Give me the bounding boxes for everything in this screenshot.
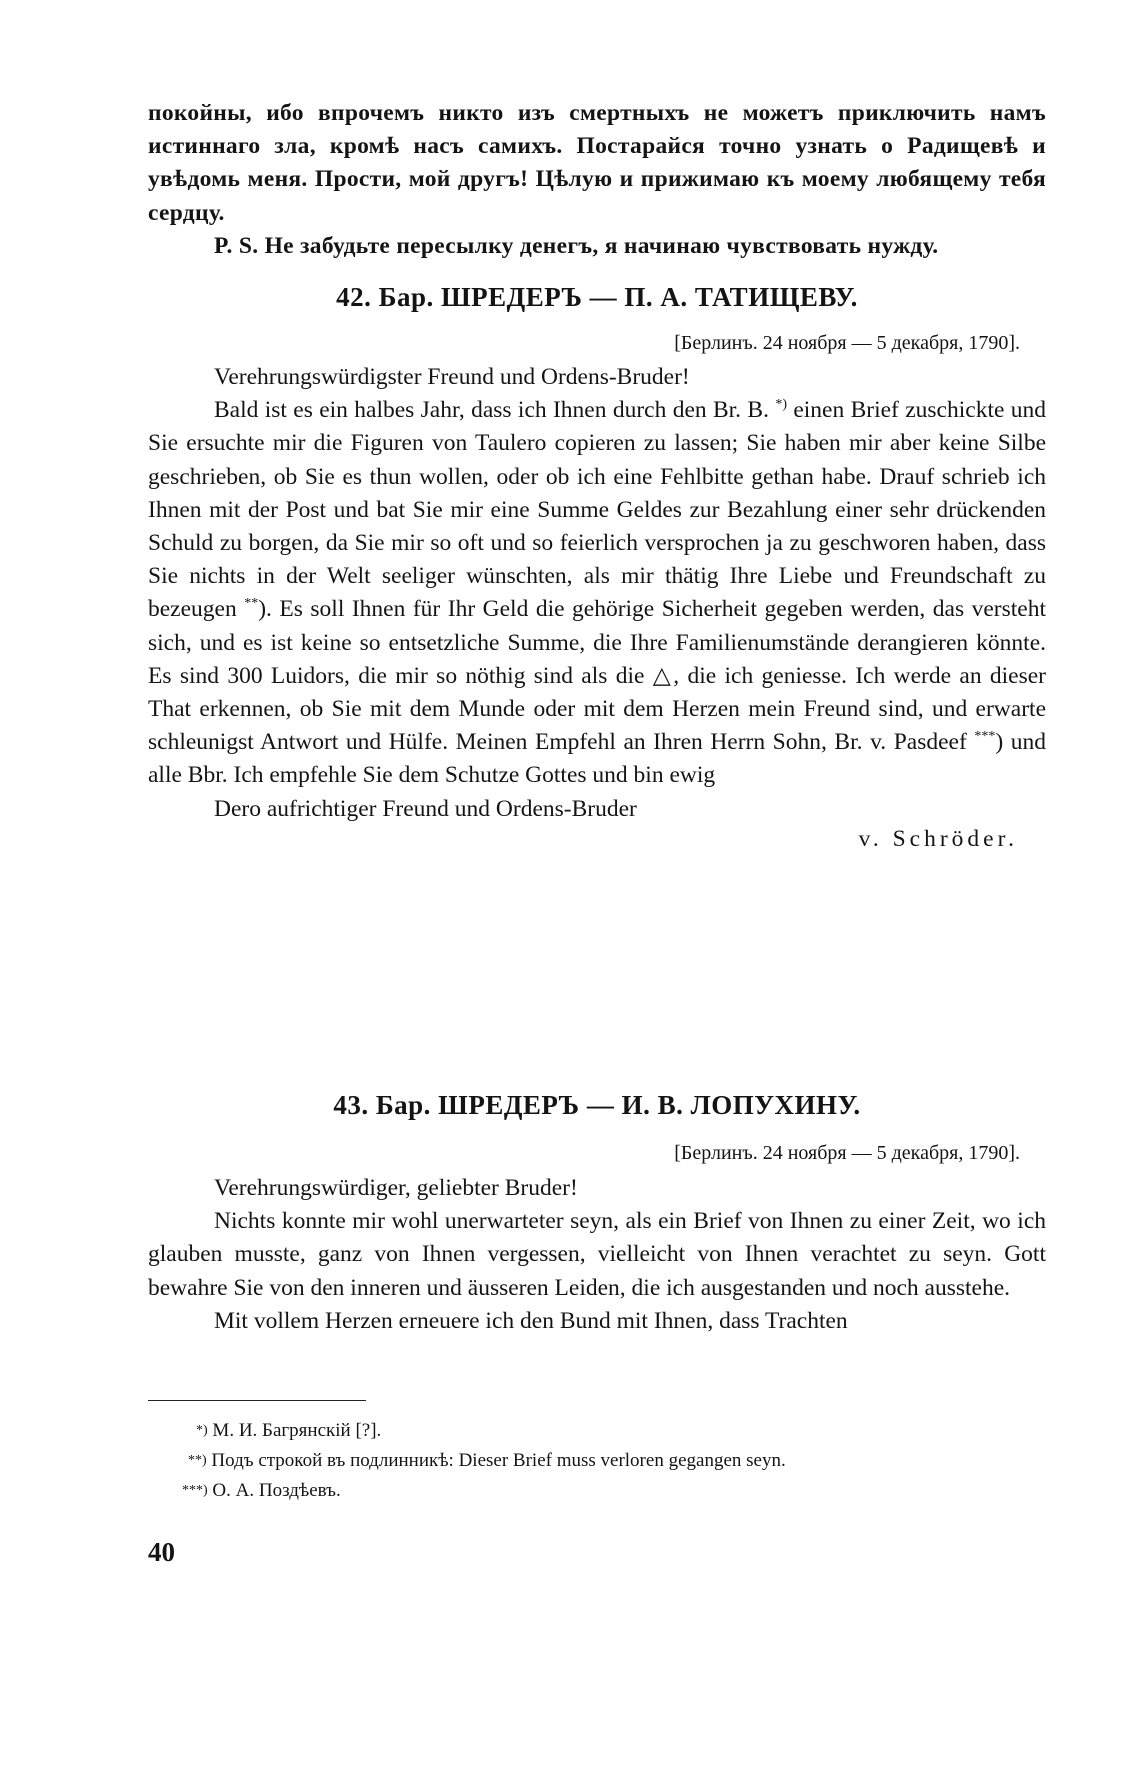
letter-41-postscript: P. S. Не забудьте пересылку денегъ, я начинаю чувствовать нужду. bbox=[214, 232, 939, 259]
letter-43-body-1: Nichts konnte mir wohl unerwarteter seyn, als ein Brief von Ihnen zu einer Zeit, wo ich glauben musste, ganz von Ihnen vergessen, vielleicht von Ihnen verachtet zu seyn. Gott bewahre Sie von den inneren und äusseren Leiden, die ich ausgestanden und noch ausstehe. bbox=[148, 1208, 1046, 1301]
footnote-3-text: О. А. Поздѣевъ. bbox=[212, 1480, 341, 1501]
footnote-2-text: Подъ строкой въ подлинникѣ: Dieser Brief muss verloren gegangen seyn. bbox=[211, 1450, 786, 1471]
letter-43-salutation: Verehrungswürdiger, geliebter Bruder! bbox=[214, 1175, 578, 1201]
letter-43-header bbox=[148, 1090, 1046, 1121]
footnote-ref-2: ** bbox=[244, 596, 259, 612]
letter-43-text bbox=[148, 1172, 1046, 1338]
letter-42-body bbox=[148, 394, 1046, 792]
footnote-1 bbox=[196, 1416, 381, 1446]
letter-42-body-part-3: ). Es soll Ihnen für Ihr Geld die gehörige Sicherheit gegeben werden, das versteht sich, und es ist keine so entsetzliche Summe, die Ihre Familienumstände derangieren könnte. Es sind 300 Luidors, die mir so nöthig sind als die △, die ich geniesse. Ich werde an dieser That erkennen, ob Sie mit dem Munde oder mit dem Herzen mein Freund sind, und erwarte schleunigst Antwort und Hülfe. Meinen Empfehl an Ihren Herrn Sohn, Br. v. Pasdeef bbox=[148, 596, 1046, 756]
letter-42-closing: Dero aufrichtiger Freund und Ordens-Bruder bbox=[214, 795, 637, 822]
footnote-3-mark: ***) bbox=[182, 1483, 208, 1498]
letter-43-body-2: Mit vollem Herzen erneuere ich den Bund mit Ihnen, dass Trachten bbox=[214, 1307, 848, 1334]
letter-41-body: покойны, ибо впрочемъ никто изъ смертныхъ не можетъ приключить намъ истиннаго зла, кромѣ насъ самихъ. Постарайся точно узнать о Радищевѣ и увѣдомь меня. Прости, мой другъ! Цѣлую и прижимаю къ моему любящему тебя сердцу. bbox=[148, 100, 1046, 226]
footnote-ref-3: *** bbox=[974, 729, 996, 745]
page-number: 40 bbox=[148, 1537, 175, 1567]
footnote-3 bbox=[182, 1476, 341, 1506]
footnote-1-text: М. И. Багрянскій [?]. bbox=[212, 1420, 382, 1441]
footnote-2 bbox=[188, 1446, 786, 1476]
letter-42-text bbox=[148, 361, 1046, 853]
footnote-ref-1: *) bbox=[775, 397, 787, 413]
footnote-divider bbox=[148, 1400, 366, 1401]
letter-43-date: [Берлинъ. 24 ноября — 5 декабря, 1790]. bbox=[674, 1142, 1020, 1164]
letter-42-body-part-1: Bald ist es ein halbes Jahr, dass ich Ihnen durch den Br. B. bbox=[214, 397, 769, 424]
letter-42-signature: v. Schröder. bbox=[858, 825, 1018, 852]
letter-42-date: [Берлинъ. 24 ноября — 5 декабря, 1790]. bbox=[674, 332, 1020, 354]
letter-41-ending bbox=[148, 97, 1046, 263]
letter-42-header bbox=[148, 282, 1046, 313]
letter-42-body-part-4: ) und alle Bbr. Ich empfehle Sie dem Schutze Gottes und bin ewig bbox=[148, 729, 1047, 789]
letter-43-heading: 43. Бар. ШРЕДЕРЪ — И. В. ЛОПУХИНУ. bbox=[333, 1090, 861, 1120]
letter-42-salutation: Verehrungswürdigster Freund und Ordens-Bruder! bbox=[214, 364, 690, 390]
footnote-2-mark: **) bbox=[188, 1453, 207, 1468]
letter-42-heading: 42. Бар. ШРЕДЕРЪ — П. А. ТАТИЩЕВУ. bbox=[336, 282, 858, 312]
letter-42-body-part-2: einen Brief zuschickte und Sie ersuchte mir die Figuren von Taulero copieren zu lassen; Sie haben mir aber keine Silbe geschrieben, ob Sie es thun wollen, oder ob ich eine Fehlbitte gethan habe. Drauf schrieb ich Ihnen mit der Post und bat Sie mir eine Summe Geldes zur Bezahlung einer sehr drückenden Schuld zu borgen, da Sie mir so oft und so feierlich versprochen ja zu geschworen haben, dass Sie nichts in der Welt seeliger wünschten, als mir thätig Ihre Liebe und Freundschaft zu bezeugen bbox=[148, 397, 1047, 623]
footnote-1-mark: *) bbox=[196, 1423, 208, 1438]
